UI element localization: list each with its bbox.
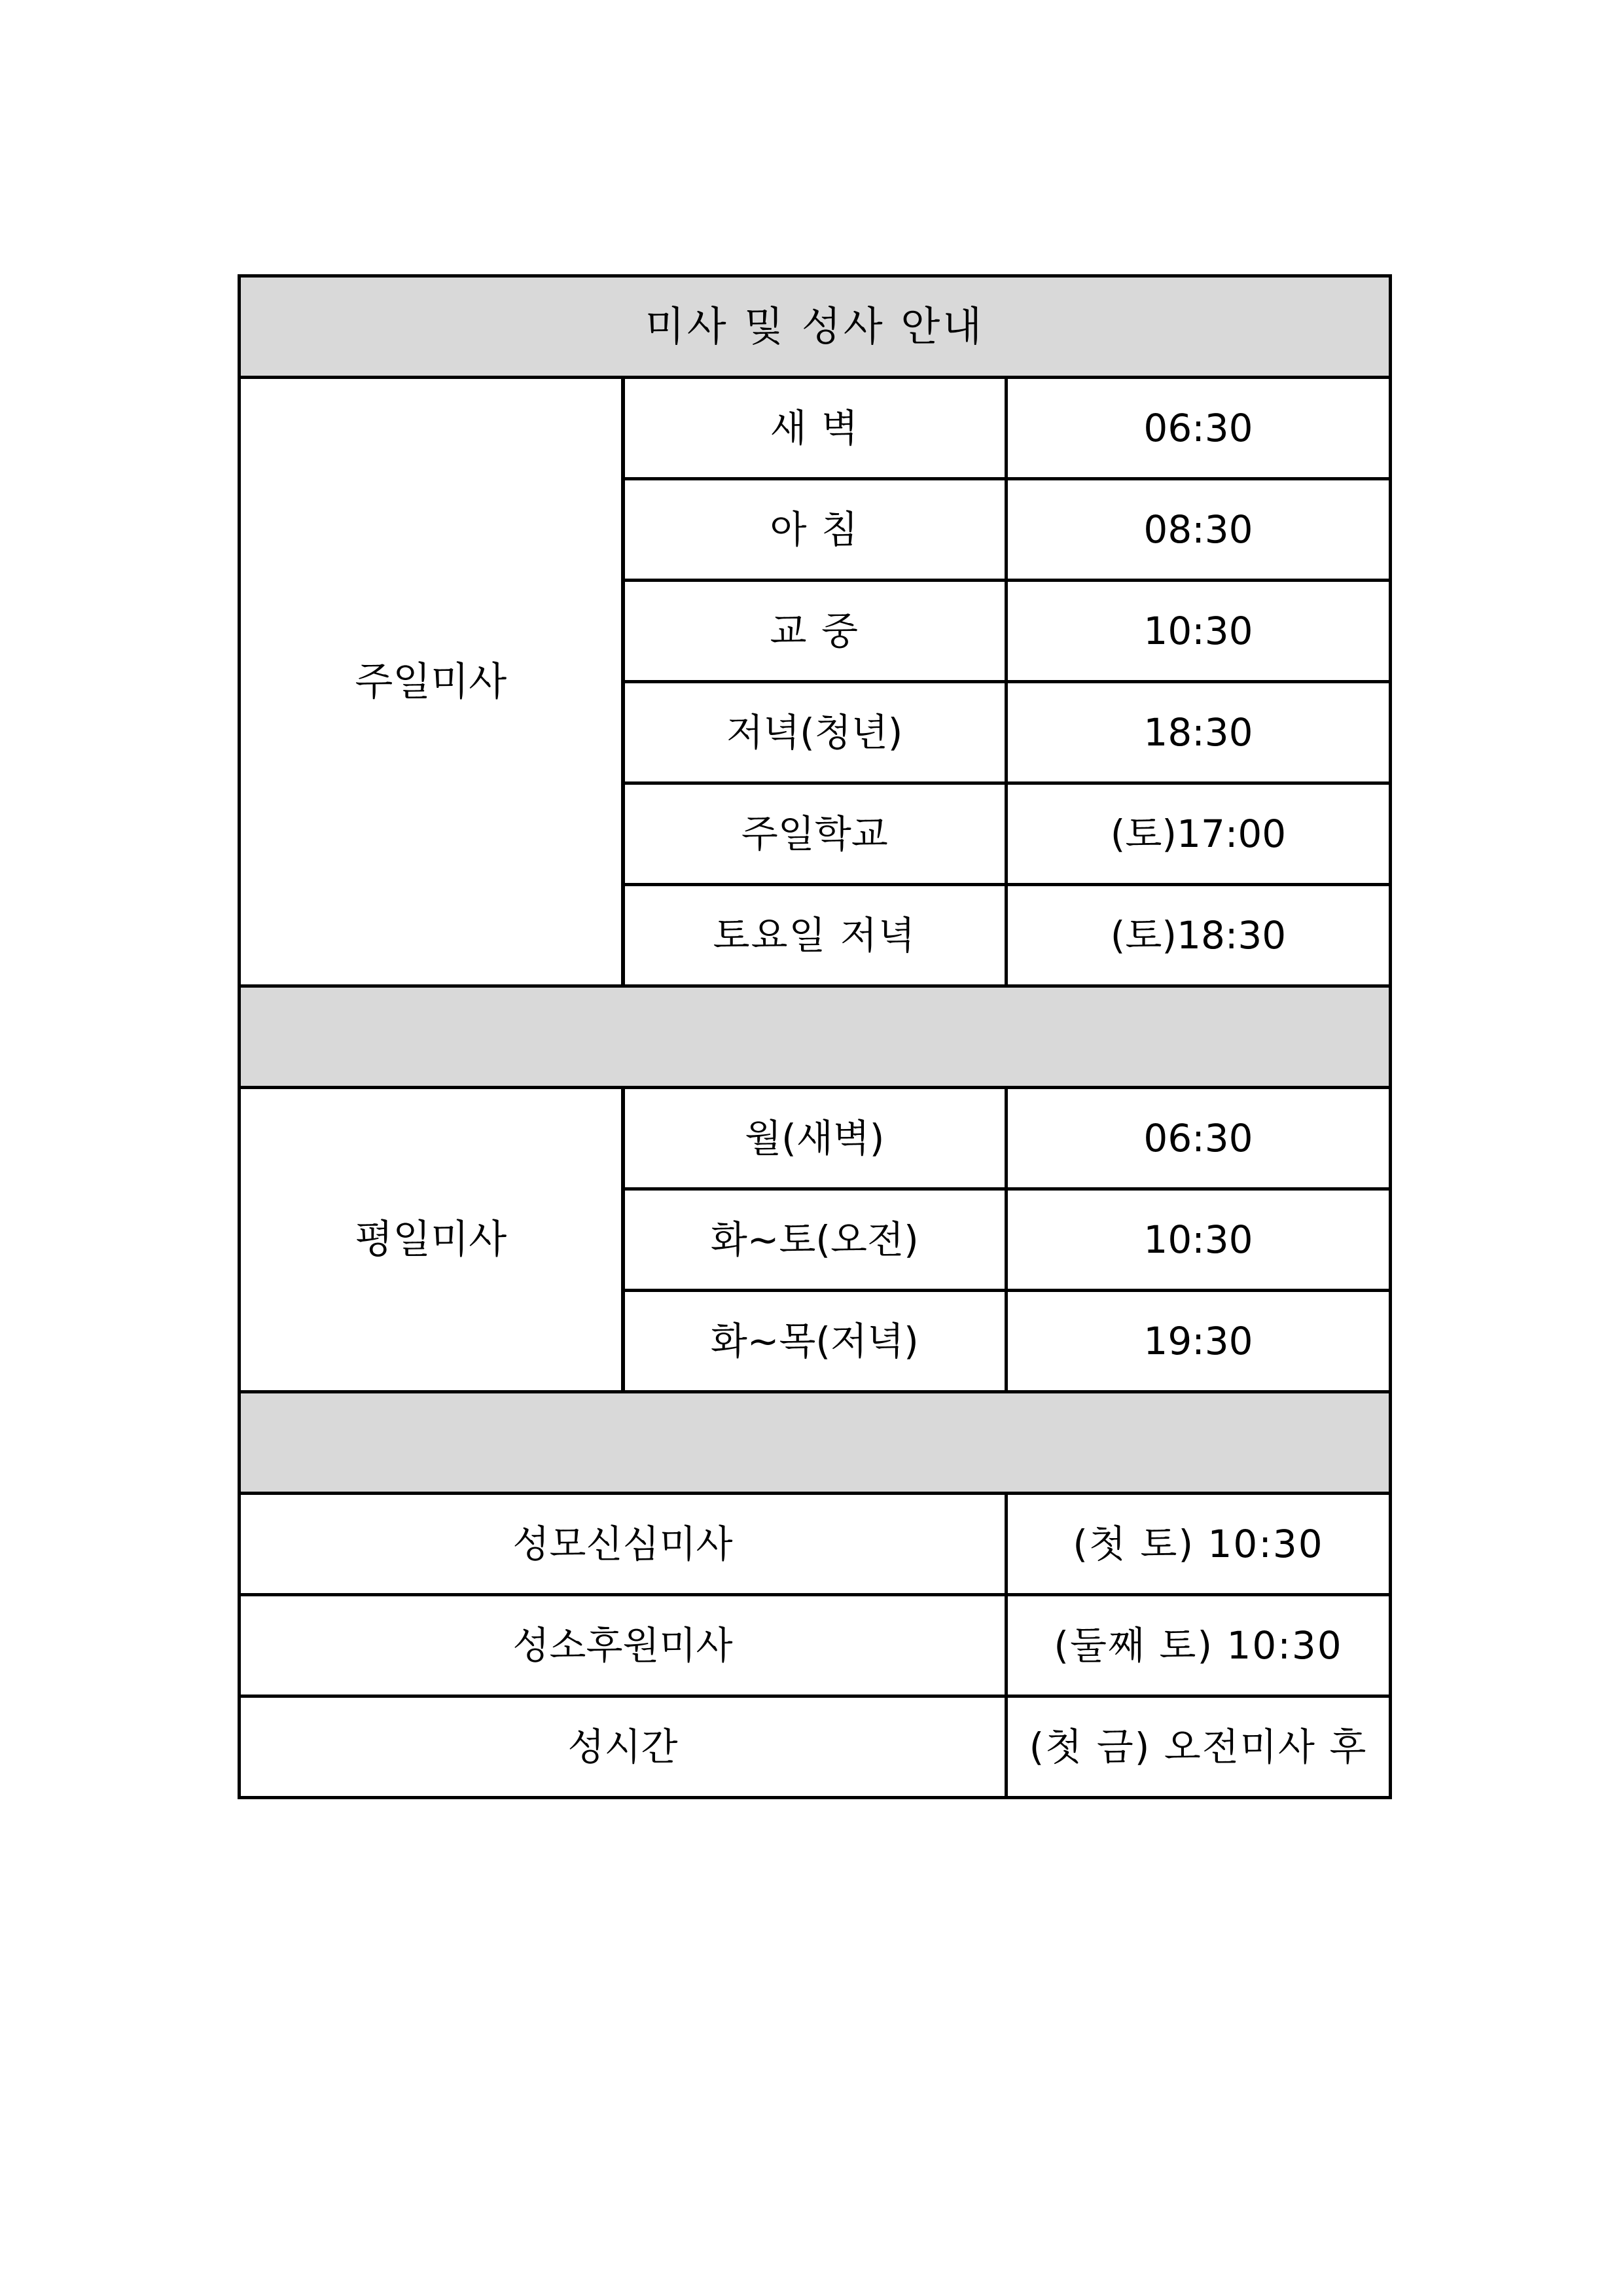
separator-row xyxy=(240,1392,1391,1494)
mass-time: 10:30 xyxy=(1007,581,1391,682)
mass-name: 저녁(청년) xyxy=(623,682,1007,783)
table-title: 미사 및 성사 안내 xyxy=(240,276,1391,378)
table-row xyxy=(240,1696,1391,1798)
mass-time: (토)18:30 xyxy=(1007,885,1391,986)
separator-row xyxy=(240,986,1391,1088)
mass-name: 토요일 저녁 xyxy=(623,885,1007,986)
special-mass-time: (둘째 토) 10:30 xyxy=(1007,1595,1391,1696)
mass-name: 교 중 xyxy=(623,581,1007,682)
mass-time: 10:30 xyxy=(1007,1189,1391,1291)
special-mass-time: (첫 금) 오전미사 후 xyxy=(1007,1696,1391,1798)
mass-time: 19:30 xyxy=(1007,1291,1391,1392)
special-mass-time: (첫 토) 10:30 xyxy=(1007,1494,1391,1595)
separator-cell xyxy=(240,1392,1391,1494)
mass-name: 월(새벽) xyxy=(623,1088,1007,1189)
table-row xyxy=(240,378,1391,479)
mass-name: 화~목(저녁) xyxy=(623,1291,1007,1392)
mass-name: 새 벽 xyxy=(623,378,1007,479)
mass-time: (토)17:00 xyxy=(1007,783,1391,885)
special-mass-name: 성모신심미사 xyxy=(240,1494,1007,1595)
weekday-mass-label: 평일미사 xyxy=(240,1088,623,1392)
mass-time: 06:30 xyxy=(1007,378,1391,479)
mass-schedule-table xyxy=(238,274,1392,1799)
table-row xyxy=(240,1494,1391,1595)
sunday-mass-label: 주일미사 xyxy=(240,378,623,986)
mass-name: 주일학교 xyxy=(623,783,1007,885)
separator-cell xyxy=(240,986,1391,1088)
table-row xyxy=(240,1595,1391,1696)
mass-time: 18:30 xyxy=(1007,682,1391,783)
table-row xyxy=(240,1088,1391,1189)
mass-name: 화~토(오전) xyxy=(623,1189,1007,1291)
special-mass-name: 성소후원미사 xyxy=(240,1595,1007,1696)
mass-time: 08:30 xyxy=(1007,479,1391,581)
title-row xyxy=(240,276,1391,378)
mass-name: 아 침 xyxy=(623,479,1007,581)
mass-time: 06:30 xyxy=(1007,1088,1391,1189)
special-mass-name: 성시간 xyxy=(240,1696,1007,1798)
